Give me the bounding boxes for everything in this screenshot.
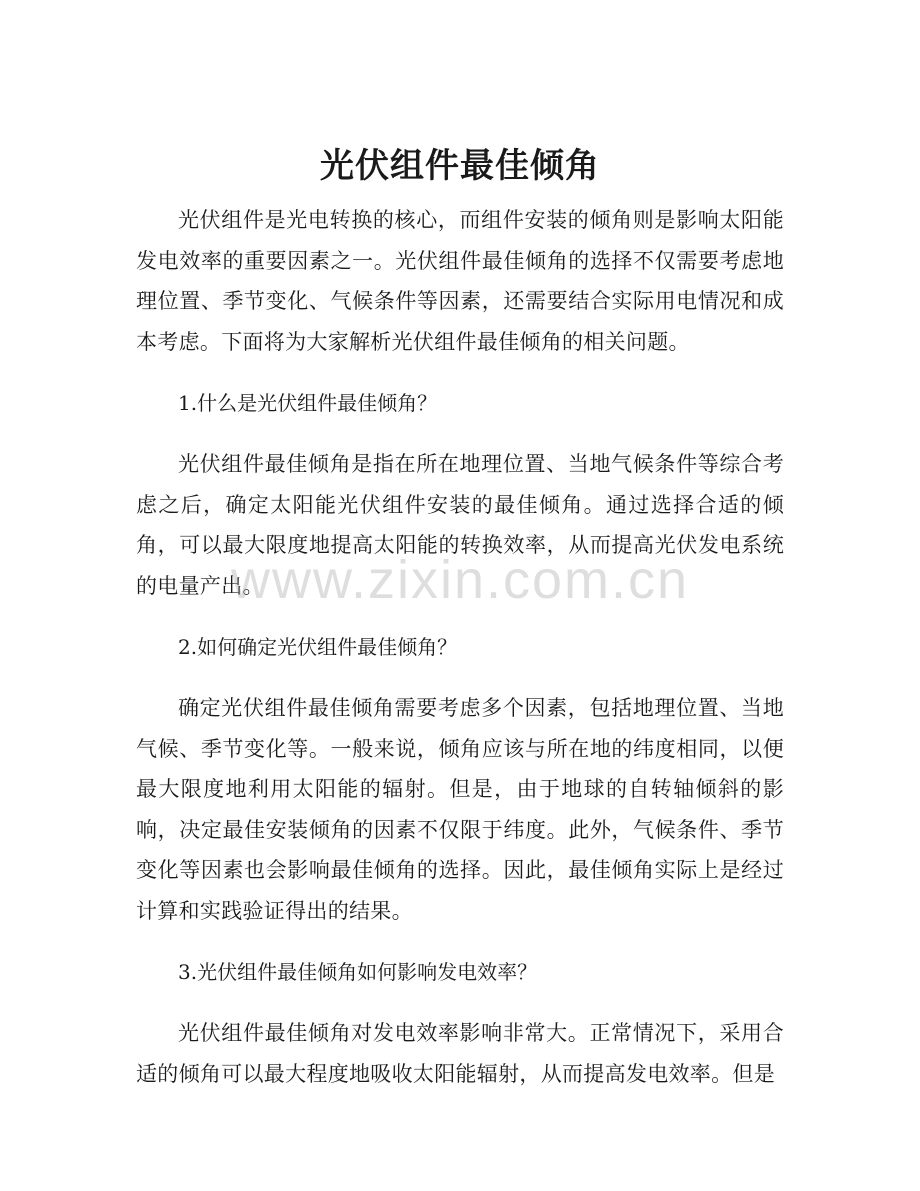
section-body-3: 光伏组件最佳倾角对发电效率影响非常大。正常情况下，采用合适的倾角可以最大程度地吸收太阳能辐射，从而提高发电效率。但是: [136, 1021, 784, 1086]
document-body: [136, 200, 784, 1115]
section-body-1: 光伏组件最佳倾角是指在所在地理位置、当地气候条件等综合考虑之后，确定太阳能光伏组件安装的最佳倾角。通过选择合适的倾角，可以最大限度地提高太阳能的转换效率，从而提高光伏发电系统的电量产出。: [136, 452, 784, 598]
intro-paragraph: 光伏组件是光电转换的核心，而组件安装的倾角则是影响太阳能发电效率的重要因素之一。光伏组件最佳倾角的选择不仅需要考虑地理位置、季节变化、气候条件等因素，还需要结合实际用电情况和成本考虑。下面将为大家解析光伏组件最佳倾角的相关问题。: [136, 208, 784, 354]
section-heading-3: 3.光伏组件最佳倾角如何影响发电效率？: [178, 960, 538, 984]
section-body-2: 确定光伏组件最佳倾角需要考虑多个因素，包括地理位置、当地气候、季节变化等。一般来说，倾角应该与所在地的纬度相同，以便最大限度地利用太阳能的辐射。但是，由于地球的自转轴倾斜的影响，决定最佳安装倾角的因素不仅限于纬度。此外，气候条件、季节变化等因素也会影响最佳倾角的选择。因此，最佳倾角实际上是经过计算和实践验证得出的结果。: [136, 696, 784, 923]
watermark: www.zixin.com.cn: [230, 550, 690, 610]
section-heading-1: 1.什么是光伏组件最佳倾角？: [178, 391, 438, 415]
page-title: 光伏组件最佳倾角: [320, 146, 600, 186]
section-heading-2: 2.如何确定光伏组件最佳倾角？: [178, 635, 458, 659]
